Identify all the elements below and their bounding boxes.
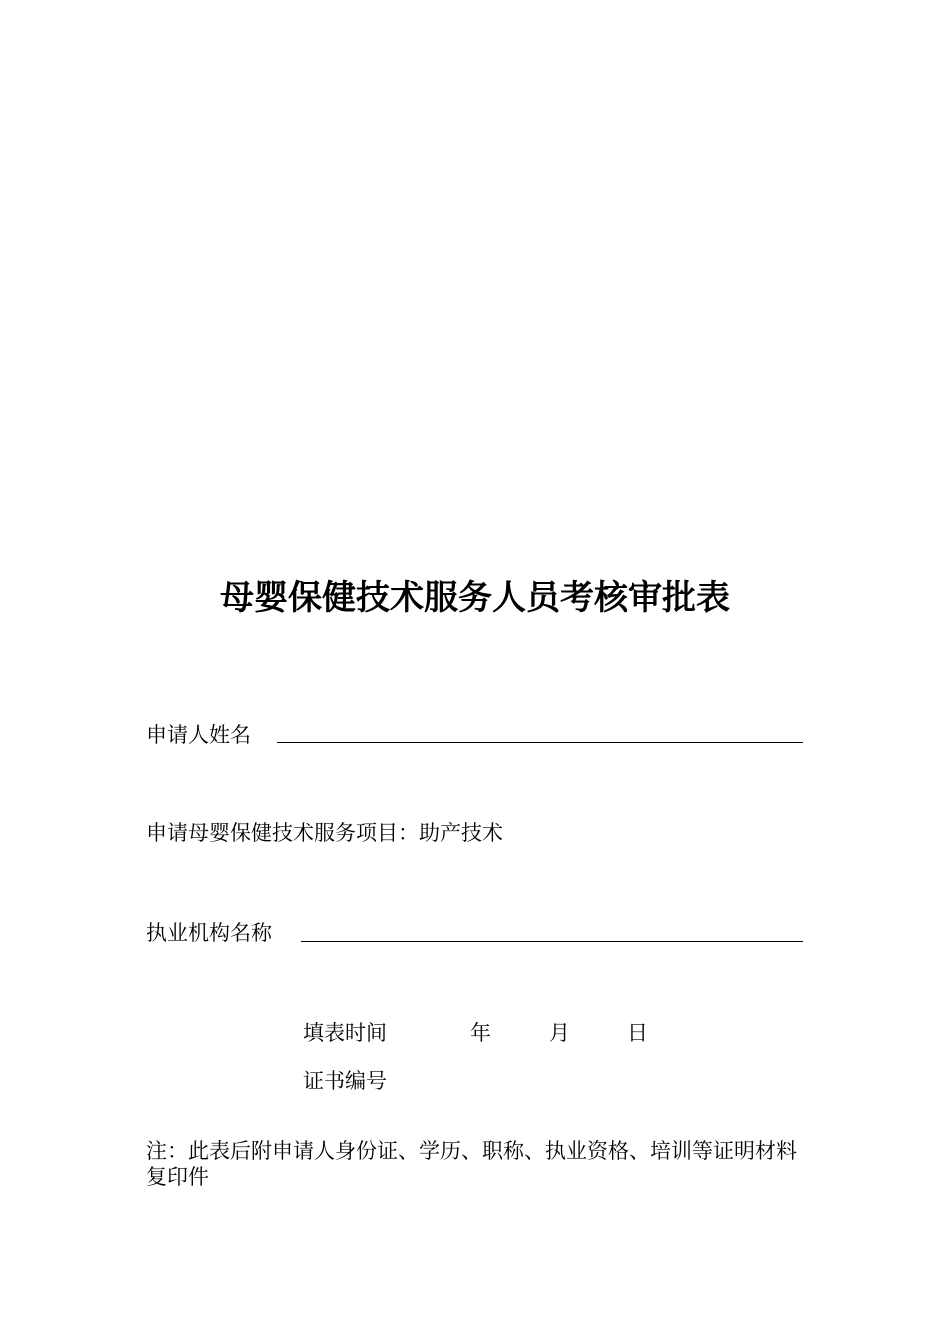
month-label: 月 [549, 1021, 570, 1045]
day-label: 日 [627, 1021, 648, 1045]
institution-name-field[interactable] [301, 941, 803, 942]
fill-date-label: 填表时间 [303, 1021, 387, 1045]
attachment-note: 注：此表后附申请人身份证、学历、职称、执业资格、培训等证明材料复印件 [146, 1139, 797, 1189]
applicant-name-label: 申请人姓名 [146, 723, 251, 747]
year-label: 年 [470, 1021, 491, 1045]
institution-name-label: 执业机构名称 [146, 921, 272, 945]
applicant-name-field[interactable] [277, 742, 803, 743]
page-title: 母婴保健技术服务人员考核审批表 [220, 578, 730, 618]
service-item-label: 申请母婴保健技术服务项目：助产技术 [146, 821, 503, 845]
certificate-number-label: 证书编号 [303, 1069, 387, 1093]
